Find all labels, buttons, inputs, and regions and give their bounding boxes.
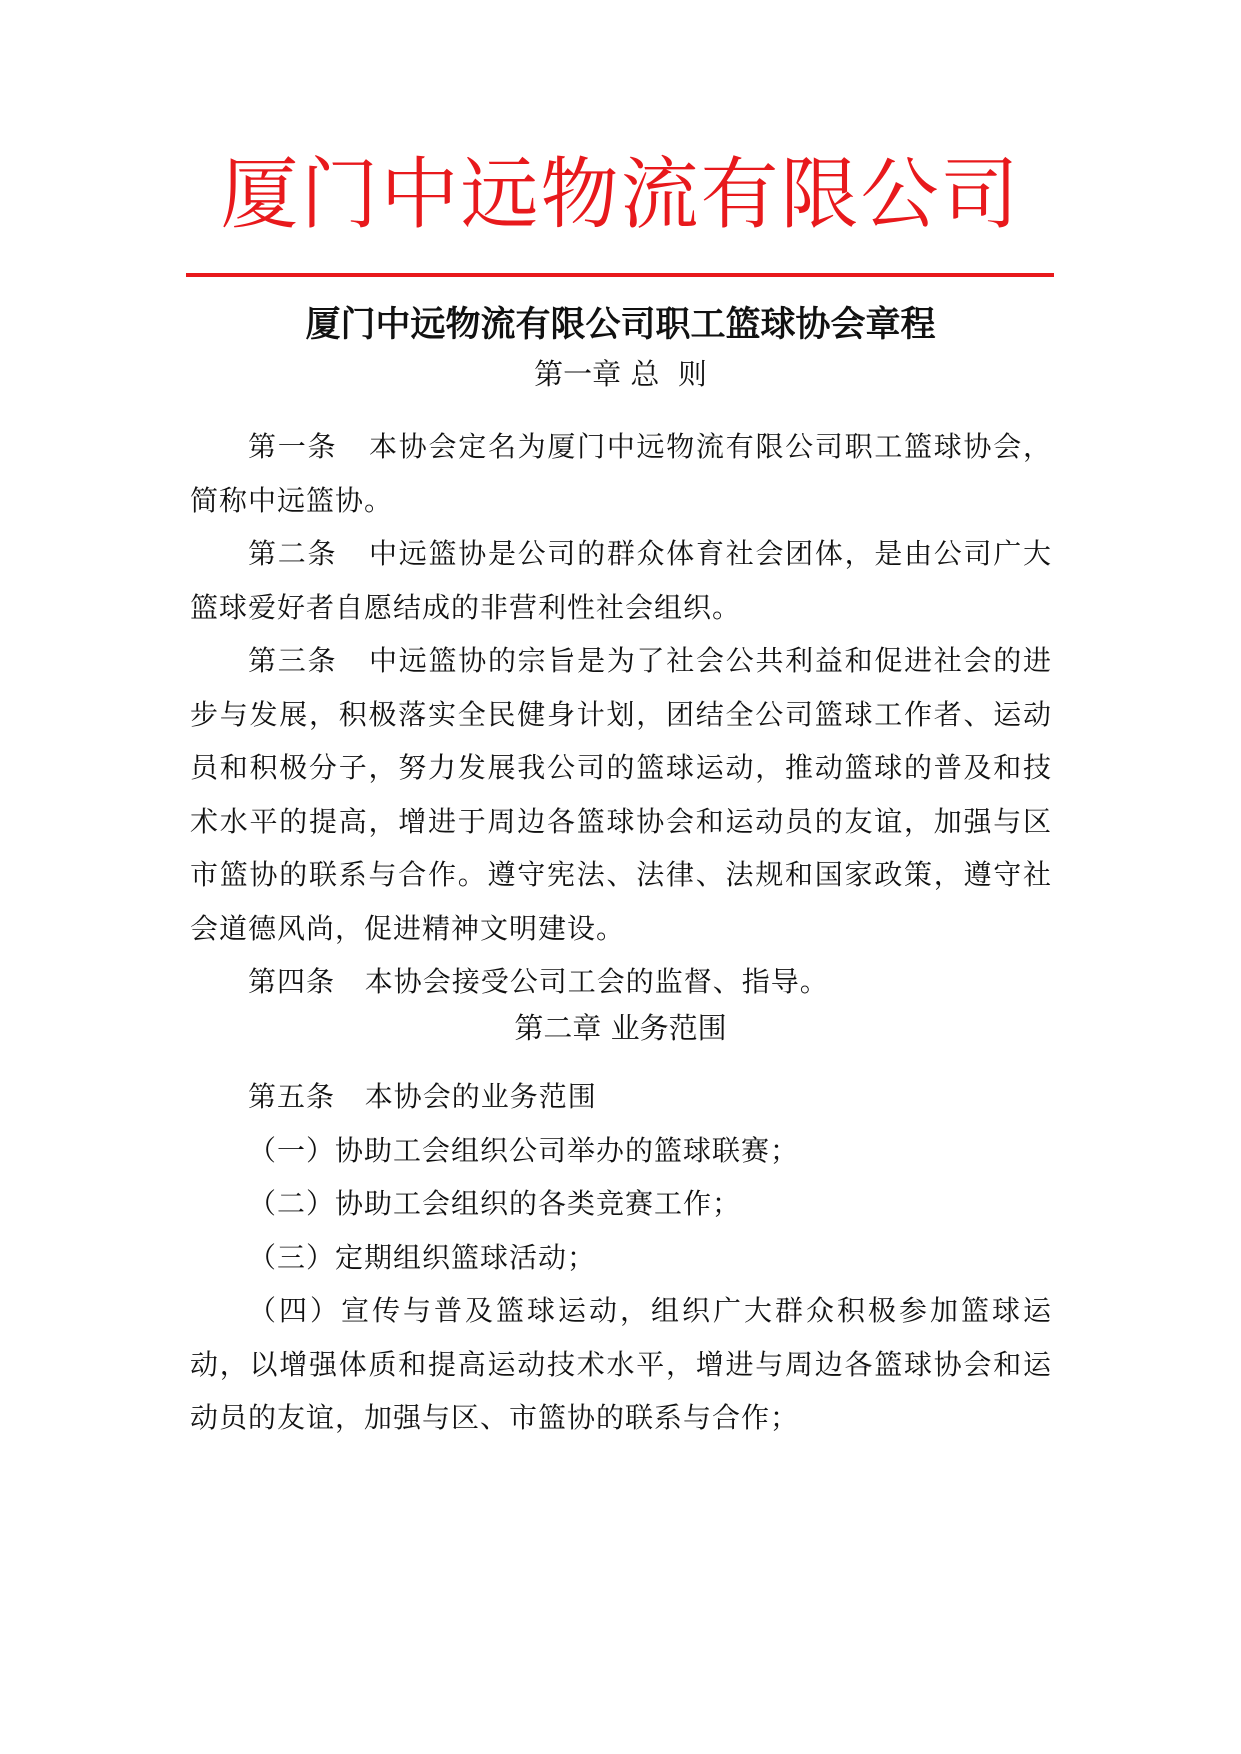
document-title: 厦门中远物流有限公司职工篮球协会章程	[305, 305, 936, 345]
article-2	[190, 527, 1052, 634]
article-text: 本协会的业务范围	[364, 1080, 597, 1113]
article-text: 中远篮协的宗旨是为了社会公共利益和促进社会的进步与发展，积极落实全民健身计划，团结全公司篮球工作者、运动员和积极分子，努力发展我公司的篮球运动，推动篮球的普及和技术水平的提高，增进于周边各篮球协会和运动员的友谊，加强与区市篮协的联系与合作。遵守宪法、法律、法规和国家政策，遵守社会道德风尚，促进精神文明建设。	[190, 644, 1052, 945]
chapter-1-heading: 第一章 总 则	[534, 357, 707, 391]
article-text: 本协会定名为厦门中远物流有限公司职工篮球协会，简称中远篮协。	[190, 430, 1052, 517]
list-item: （四）宣传与普及篮球运动，组织广大群众积极参加篮球运动，以增强体质和提高运动技术水平，增进与周边各篮球协会和运动员的友谊，加强与区、市篮协的联系与合作；	[190, 1294, 1052, 1434]
article-1	[190, 420, 1052, 527]
article-number: 第三条	[248, 644, 338, 677]
article-4	[190, 955, 1052, 1009]
list-item: （二）协助工会组织的各类竞赛工作；	[248, 1187, 742, 1220]
article-3	[190, 634, 1052, 955]
article-number: 第一条	[248, 430, 338, 463]
chapter-2-heading: 第二章 业务范围	[514, 1011, 727, 1045]
article-text: 本协会接受公司工会的监督、指导。	[364, 965, 829, 998]
chapter-1-body	[190, 420, 1052, 1009]
list-item: （一）协助工会组织公司举办的篮球联赛；	[248, 1133, 800, 1167]
chapter-2-body	[190, 1070, 1052, 1445]
article-number: 第四条	[248, 965, 336, 998]
list-item: （三）定期组织篮球活动；	[248, 1240, 597, 1274]
company-letterhead: 厦门中远物流有限公司	[220, 150, 1021, 240]
article-text: 中远篮协是公司的群众体育社会团体，是由公司广大篮球爱好者自愿结成的非营利性社会组织。	[190, 537, 1052, 624]
letterhead-divider	[186, 273, 1054, 277]
article-5	[190, 1070, 1052, 1124]
article-number: 第二条	[248, 537, 338, 570]
article-number: 第五条	[248, 1080, 336, 1113]
